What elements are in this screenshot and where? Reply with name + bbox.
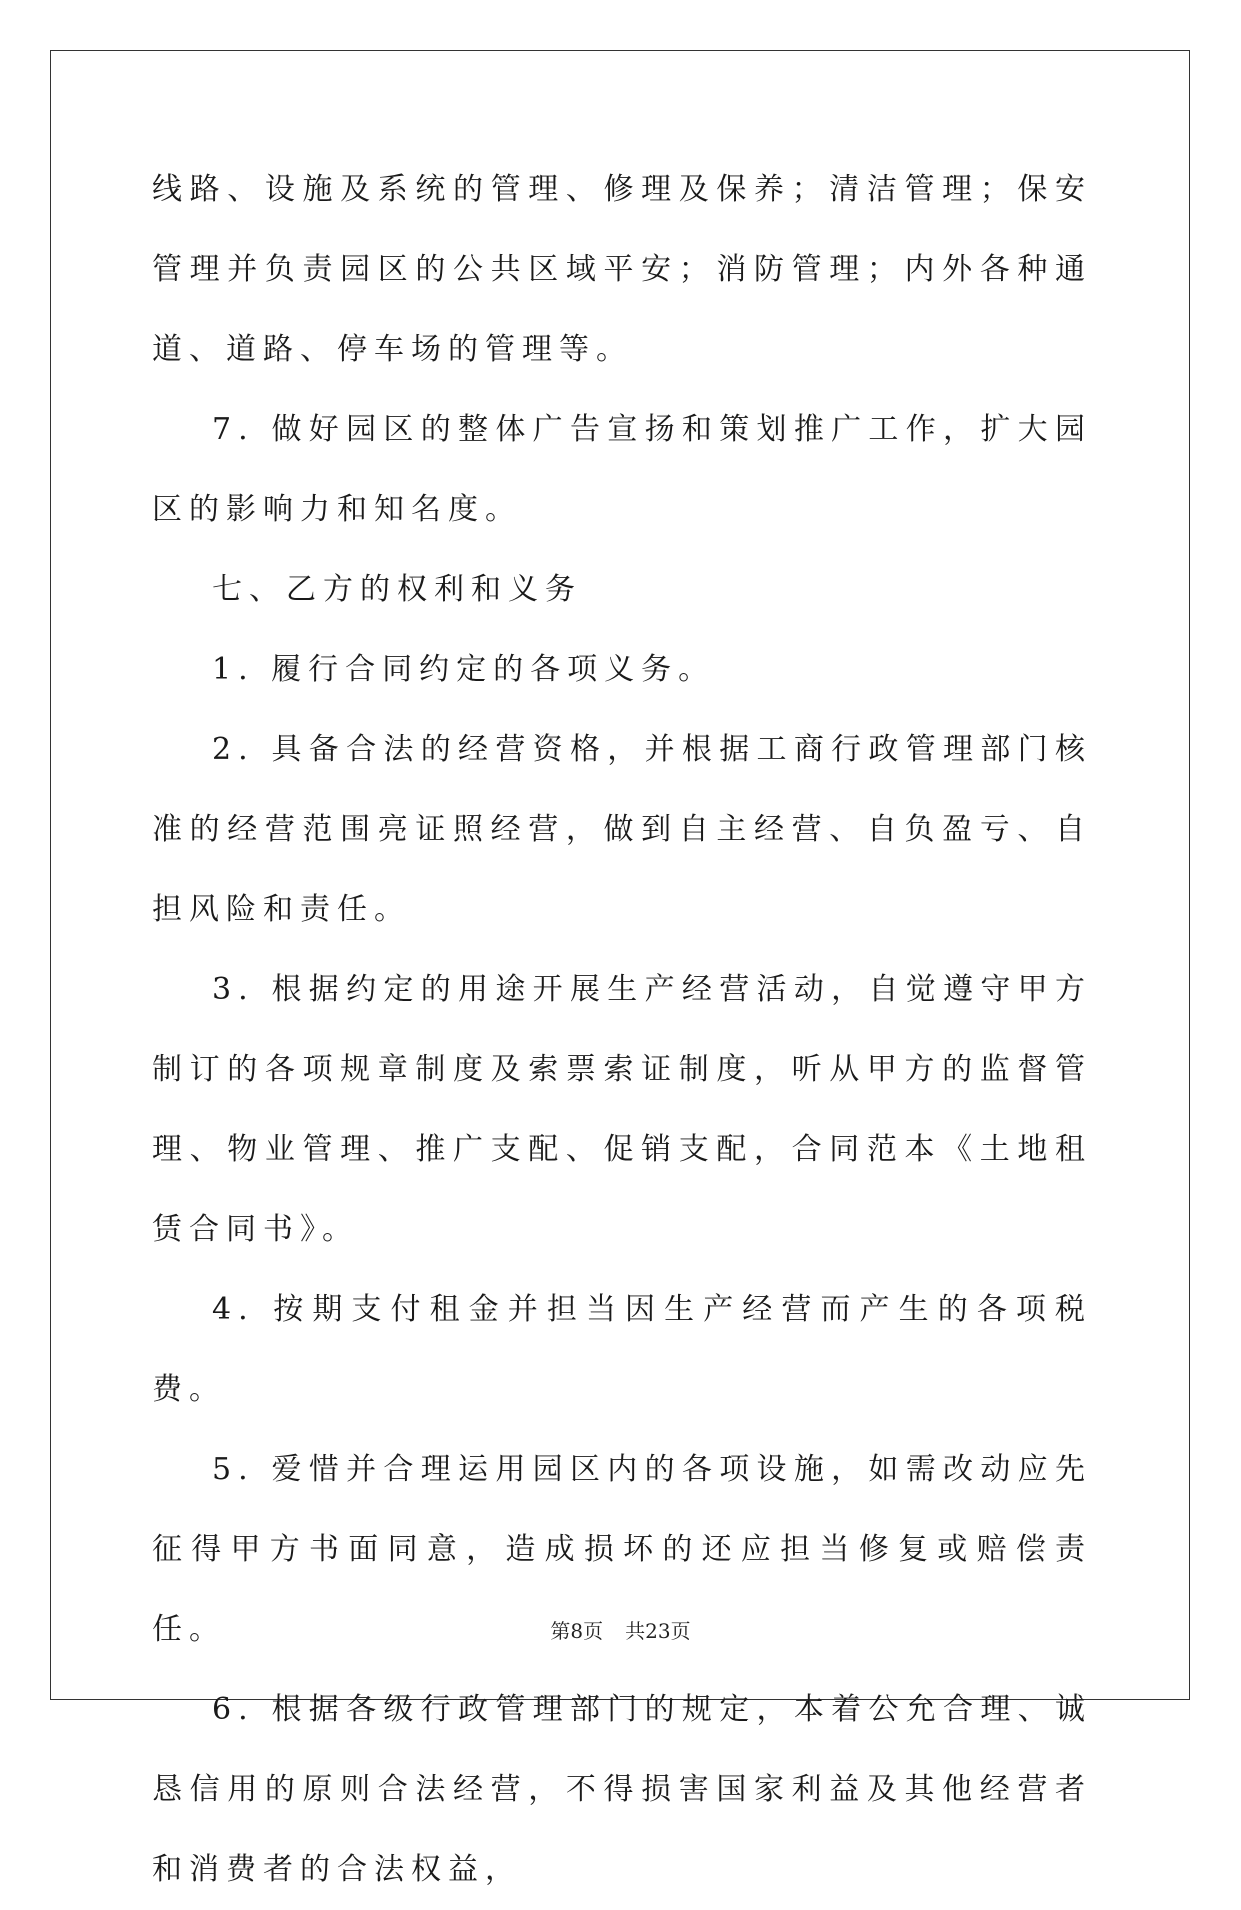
paragraph-item-3: 3. 根据约定的用途开展生产经营活动，自觉遵守甲方制订的各项规章制度及索票索证制度，听从甲方的监督管理、物业管理、推广支配、促销支配，合同范本《土地租赁合同书》。 — [152, 972, 1092, 1247]
paragraph-item-7: 7. 做好园区的整体广告宣扬和策划推广工作，扩大园区的影响力和知名度。 — [152, 412, 1092, 527]
paragraph-continuation: 线路、设施及系统的管理、修理及保养；清洁管理；保安管理并负责园区的公共区域平安；消防管理；内外各种通道、道路、停车场的管理等。 — [152, 172, 1092, 367]
paragraph-item-6: 6. 根据各级行政管理部门的规定，本着公允合理、诚恳信用的原则合法经营，不得损害国家利益及其他经营者和消费者的合法权益， — [152, 1692, 1092, 1887]
current-page-number: 第8页 — [550, 1619, 604, 1643]
total-page-count: 共23页 — [625, 1619, 691, 1643]
paragraph-item-4: 4. 按期支付租金并担当因生产经营而产生的各项税费。 — [152, 1292, 1092, 1407]
section-heading-7: 七、乙方的权利和义务 — [212, 572, 582, 607]
paragraph-item-1: 1. 履行合同约定的各项义务。 — [212, 652, 716, 687]
document-body — [152, 150, 1092, 1910]
paragraph-item-5: 5. 爱惜并合理运用园区内的各项设施，如需改动应先征得甲方书面同意，造成损坏的还应担当修复或赔偿责任。 — [152, 1452, 1092, 1647]
paragraph-item-2: 2. 具备合法的经营资格，并根据工商行政管理部门核准的经营范围亮证照经营，做到自主经营、自负盈亏、自担风险和责任。 — [152, 732, 1092, 927]
page-footer — [0, 1615, 1241, 1644]
